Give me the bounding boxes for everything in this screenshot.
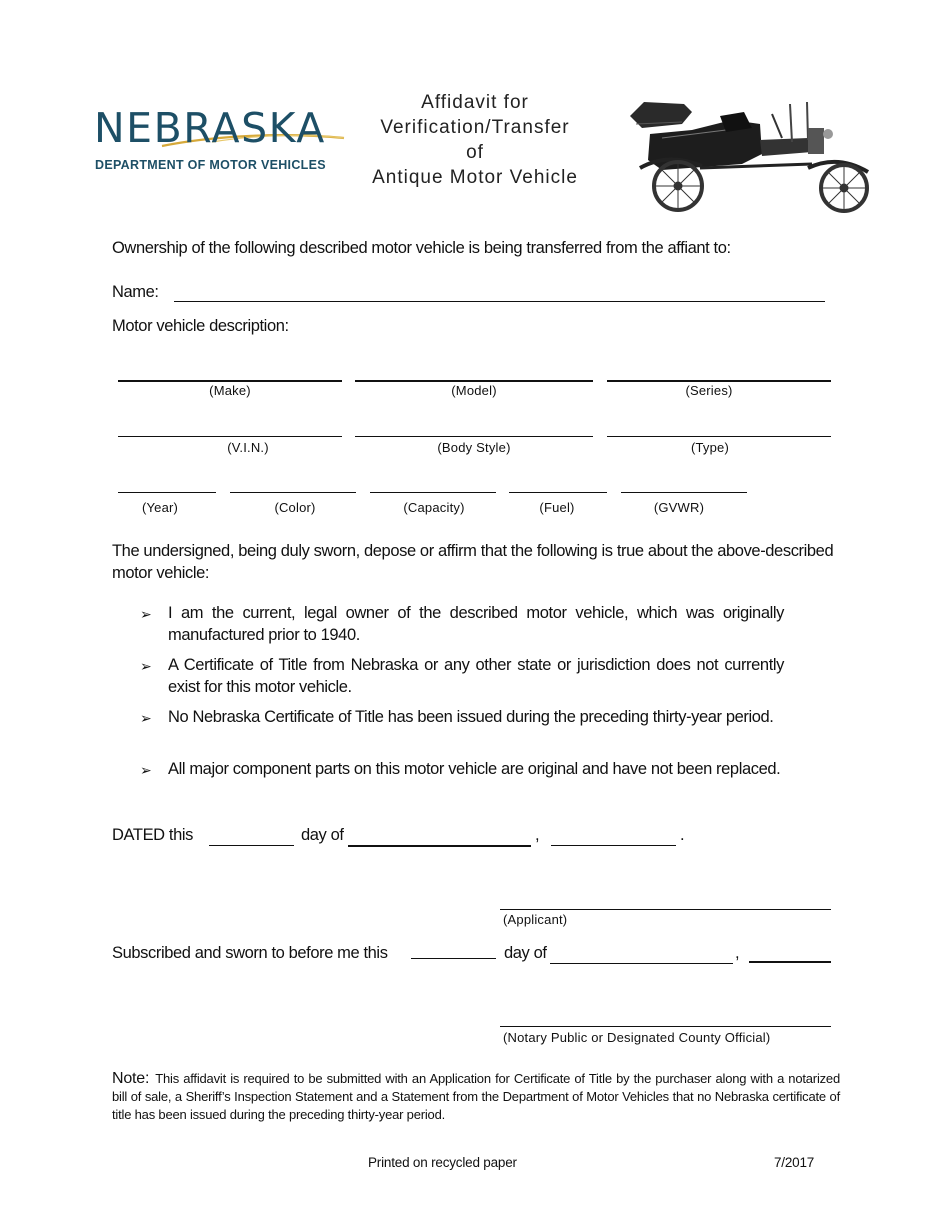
model-field[interactable] [355,380,593,382]
make-caption: (Make) [209,383,251,398]
make-field[interactable] [118,380,342,382]
notary-signature-field[interactable] [500,1026,831,1027]
notary-caption: (Notary Public or Designated County Official) [503,1030,771,1045]
bullet-icon: ➢ [140,606,152,622]
note-label: Note: [112,1070,150,1087]
subscribed-label: Subscribed and sworn to before me this [112,944,388,962]
sworn-comma: , [735,944,740,962]
comma: , [535,826,540,844]
gvwr-field[interactable] [621,492,747,493]
logo-wordmark: NEBRASKA [94,104,326,152]
body-style-caption: (Body Style) [437,440,511,455]
fuel-field[interactable] [509,492,607,493]
vin-caption: (V.I.N.) [227,440,269,455]
bullet-icon: ➢ [140,658,152,674]
sworn-month-field[interactable] [550,963,733,964]
name-field[interactable] [174,301,825,302]
bullet-item: A Certificate of Title from Nebraska or any other state or jurisdiction does not currently exist for this motor vehicle. [168,656,784,696]
bullet-icon: ➢ [140,710,152,726]
sworn-day-of-label: day of [504,944,547,962]
name-label: Name: [112,283,159,301]
sworn-day-field[interactable] [411,958,496,959]
recycled-paper-note: Printed on recycled paper [368,1155,517,1170]
color-caption: (Color) [274,500,316,515]
capacity-field[interactable] [370,492,496,493]
revision-date: 7/2017 [774,1155,815,1170]
day-of-label: day of [301,826,344,844]
title-line: Antique Motor Vehicle [372,167,578,188]
document-title [360,90,590,190]
year-field[interactable] [118,492,216,493]
applicant-caption: (Applicant) [503,912,568,927]
dated-month-field[interactable] [348,845,531,847]
title-line: Affidavit for [421,92,529,113]
title-line: of [466,142,484,163]
type-field[interactable] [607,436,831,437]
type-caption: (Type) [690,440,730,455]
sworn-year-field[interactable] [749,961,831,963]
bullet-item: No Nebraska Certificate of Title has been issued during the preceding thirty-year period. [168,708,774,726]
body-style-field[interactable] [355,436,593,437]
description-label: Motor vehicle description: [112,317,289,335]
color-field[interactable] [230,492,356,493]
logo-subtitle: DEPARTMENT OF MOTOR VEHICLES [95,158,326,172]
antique-car-icon [622,94,877,216]
fuel-caption: (Fuel) [539,500,575,515]
year-caption: (Year) [141,500,179,515]
bullet-item: I am the current, legal owner of the described motor vehicle, which was originally manufactured prior to 1940. [168,604,784,644]
model-caption: (Model) [451,383,497,398]
sworn-statement: The undersigned, being duly sworn, depose or affirm that the following is true about the above-described motor vehicle: [112,542,834,582]
applicant-signature-field[interactable] [500,909,831,910]
dated-label: DATED this [112,826,193,844]
note-paragraph [112,1070,840,1124]
vin-field[interactable] [118,436,342,437]
period: . [680,826,685,844]
series-field[interactable] [607,380,831,382]
title-line: Verification/Transfer [380,117,570,138]
bullet-item: All major component parts on this motor vehicle are original and have not been replaced. [168,760,781,778]
intro-text: Ownership of the following described motor vehicle is being transferred from the affiant to: [112,239,731,257]
dated-year-field[interactable] [551,845,676,846]
gvwr-caption: (GVWR) [653,500,705,515]
note-text: This affidavit is required to be submitted with an Application for Certificate of Title by the purchaser along with a notarized bill of sale, a Sheriff’s Inspection Statement and a Statement from the Department of Motor Vehicles that no Nebraska certificate of title has been issued during the preceding thirty-year period. [112,1071,840,1122]
series-caption: (Series) [685,383,733,398]
capacity-caption: (Capacity) [403,500,465,515]
dated-day-field[interactable] [209,845,294,846]
bullet-icon: ➢ [140,762,152,778]
